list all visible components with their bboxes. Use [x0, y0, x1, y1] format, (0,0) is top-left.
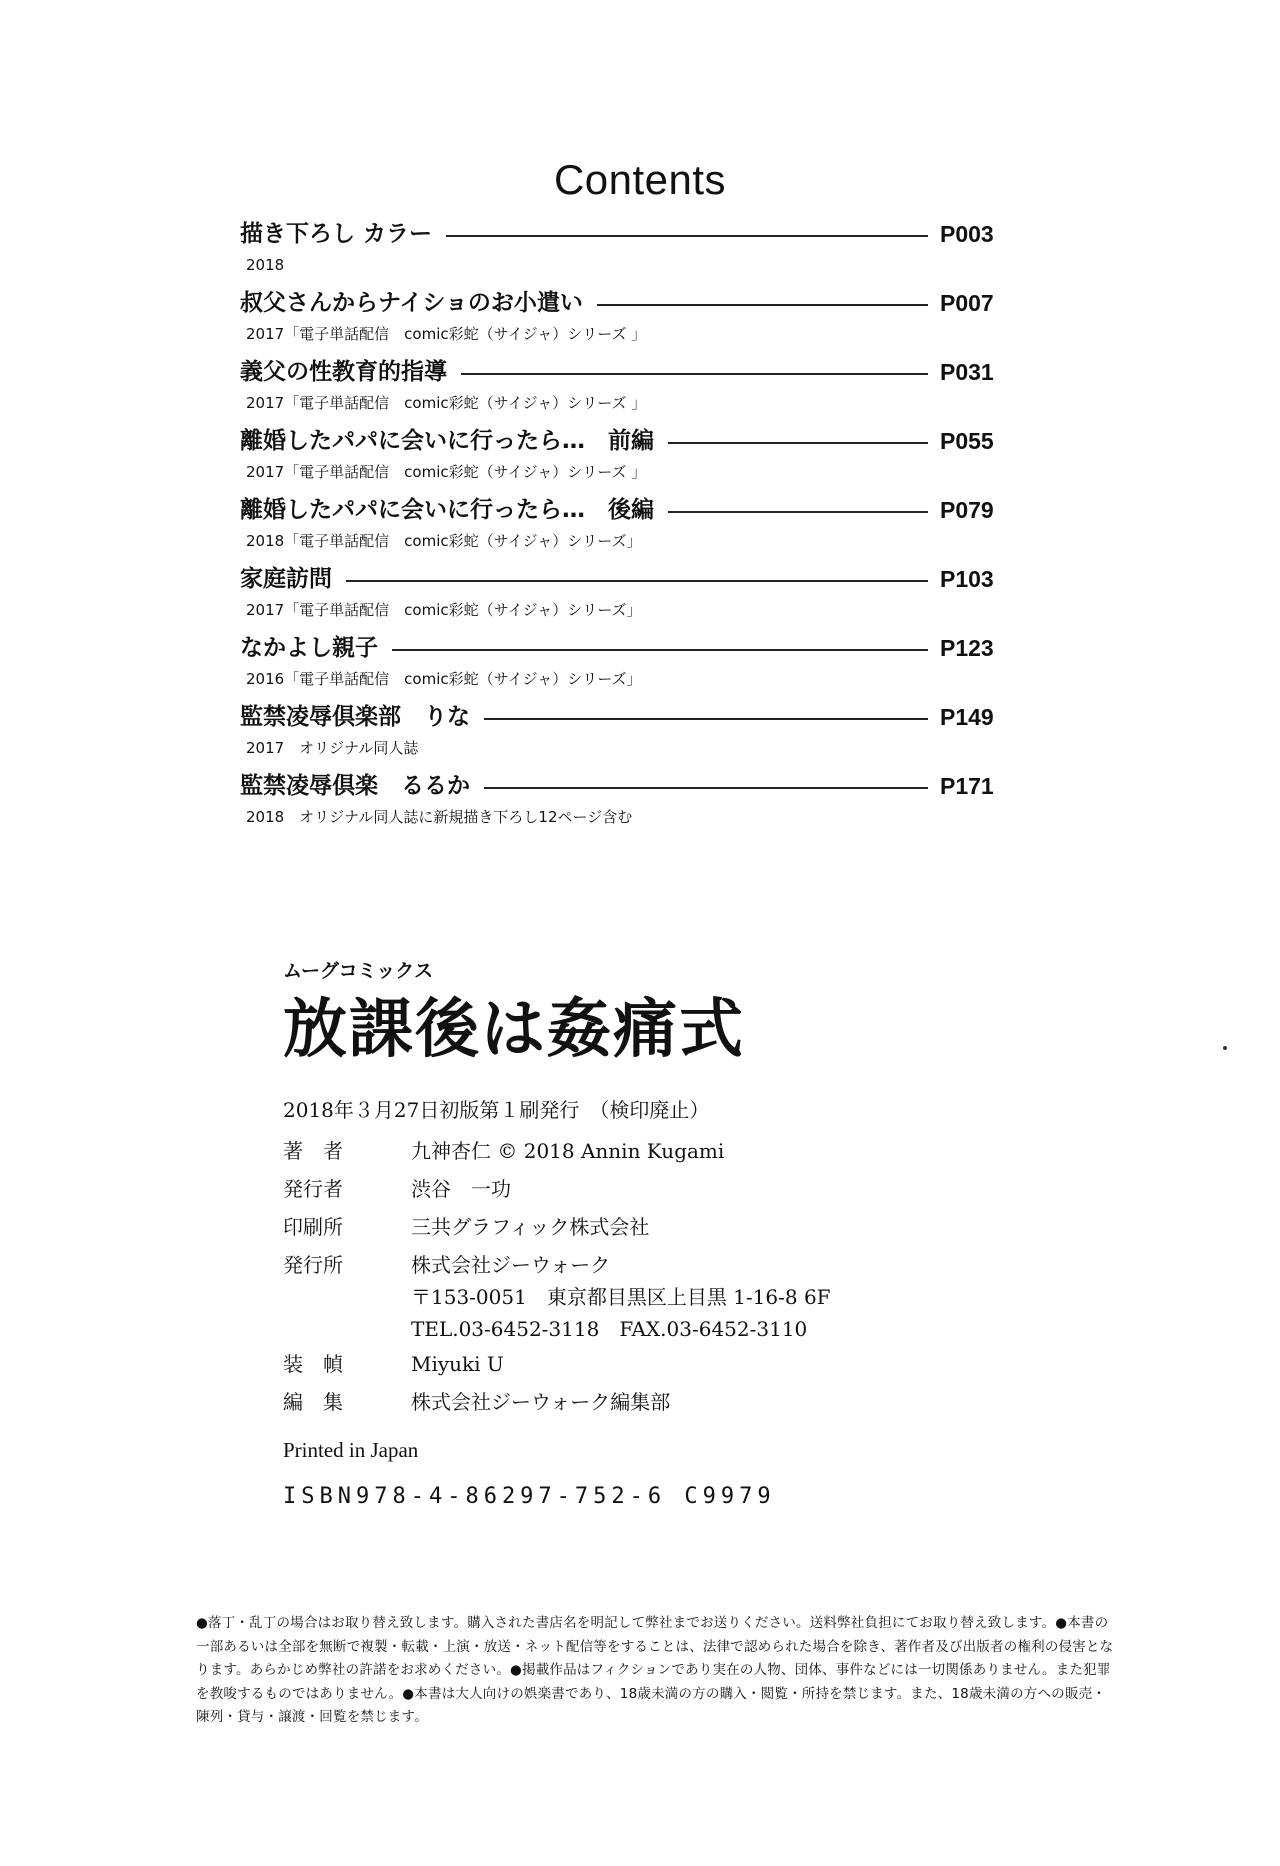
publish-date-line: 2018年３月27日初版第１刷発行 （検印廃止） [283, 1098, 710, 1122]
credit-value: 三共グラフィック株式会社 [411, 1215, 650, 1239]
toc-entry [240, 491, 1020, 560]
toc-source-note: 2017「電子単話配信 comic彩蛇（サイジャ）シリーズ 」 [246, 325, 647, 343]
printed-in: Printed in Japan [283, 1438, 419, 1462]
toc-page-number: P055 [940, 422, 1020, 460]
toc-entry [240, 422, 1020, 491]
toc-line [240, 284, 1020, 322]
toc-line [240, 215, 1020, 253]
credits [283, 1132, 1043, 1421]
isbn: ISBN978-4-86297-752-6 C9979 [283, 1484, 776, 1509]
colophon [283, 958, 1043, 1513]
toc-title: 監禁凌辱倶楽 るるか [240, 767, 484, 805]
toc-page-number: P123 [940, 629, 1020, 667]
toc-title: 叔父さんからナイショのお小遣い [240, 284, 597, 322]
credit-publisher-person [283, 1170, 1043, 1208]
toc-title: なかよし親子 [240, 629, 392, 667]
toc-entry [240, 215, 1020, 284]
book-title: 放課後は姦痛式 [283, 993, 745, 1067]
toc-source-note: 2017 オリジナル同人誌 [246, 739, 419, 757]
credit-label: 発行所 [283, 1253, 343, 1277]
credit-label: 印刷所 [283, 1215, 343, 1239]
toc-page-number: P031 [940, 353, 1020, 391]
toc-title: 義父の性教育的指導 [240, 353, 461, 391]
toc-line [240, 629, 1020, 667]
publisher-name: 株式会社ジーウォーク [411, 1253, 611, 1277]
imprint-label: ムーグコミックス [283, 960, 434, 982]
toc-source-note: 2017「電子単話配信 comic彩蛇（サイジャ）シリーズ 」 [246, 394, 647, 412]
toc-title: 離婚したパパに会いに行ったら… 前編 [240, 422, 668, 460]
toc-page-number: P103 [940, 560, 1020, 598]
table-of-contents [240, 215, 1020, 836]
toc-entry [240, 698, 1020, 767]
toc-entry [240, 353, 1020, 422]
toc-line [240, 767, 1020, 805]
contents-title: Contents [553, 156, 727, 204]
credit-label: 編集 [283, 1390, 363, 1414]
credit-design [283, 1345, 1043, 1383]
credit-value: 渋谷 一功 [411, 1177, 511, 1201]
publisher-phone: TEL.03-6452-3118 FAX.03-6452-3110 [411, 1317, 808, 1341]
credit-editing [283, 1383, 1043, 1421]
toc-title: 描き下ろし カラー [240, 215, 446, 253]
toc-title: 離婚したパパに会いに行ったら… 後編 [240, 491, 668, 529]
credit-author [283, 1132, 1043, 1170]
toc-line [240, 353, 1020, 391]
publisher-address-block [411, 1246, 831, 1345]
credit-value: 株式会社ジーウォーク編集部 [411, 1390, 671, 1414]
toc-line [240, 698, 1020, 736]
toc-source-note: 2017「電子単話配信 comic彩蛇（サイジャ）シリーズ 」 [246, 463, 647, 481]
publisher-address: 〒153-0051 東京都目黒区上目黒 1-16-8 6F [411, 1285, 831, 1309]
toc-title: 監禁凌辱倶楽部 りな [240, 698, 484, 736]
toc-entry [240, 560, 1020, 629]
toc-entry [240, 284, 1020, 353]
credit-label: 装幀 [283, 1352, 363, 1376]
credit-value: Miyuki U [411, 1352, 504, 1376]
credit-publisher-company [283, 1246, 1043, 1345]
toc-title: 家庭訪問 [240, 560, 346, 598]
toc-source-note: 2016「電子単話配信 comic彩蛇（サイジャ）シリーズ」 [246, 670, 642, 688]
toc-page-number: P079 [940, 491, 1020, 529]
toc-page-number: P171 [940, 767, 1020, 805]
toc-source-note: 2017「電子単話配信 comic彩蛇（サイジャ）シリーズ」 [246, 601, 642, 619]
toc-page-number: P007 [940, 284, 1020, 322]
toc-page-number: P149 [940, 698, 1020, 736]
toc-entry [240, 629, 1020, 698]
toc-line [240, 491, 1020, 529]
toc-source-note: 2018 [246, 256, 285, 274]
toc-entry [240, 767, 1020, 836]
credit-label: 発行者 [283, 1177, 343, 1201]
credit-value: 九神杏仁 © 2018 Annin Kugami [411, 1139, 725, 1163]
toc-line [240, 422, 1020, 460]
toc-line [240, 560, 1020, 598]
legal-notice: ●落丁・乱丁の場合はお取り替え致します。購入された書店名を明記して弊社までお送りください。送料弊社負担にてお取り替え致します。●本書の一部あるいは全部を無断で複製・転載・上演・放送・ネット配信等をすることは、法律で認められた場合を除き、著作者及び出版者の権利の侵害となります。あらかじめ弊社の許諾をお求めください。●掲載作品はフィクションであり実在の人物、団体、事件などには一切関係ありません。また犯罪を教唆するものではありません。●本書は大人向けの娯楽書であり、18歳未満の方の購入・閲覧・所持を禁じます。また、18歳未満の方への販売・陳列・貸与・譲渡・回覧を禁じます。 [196, 1615, 1114, 1725]
toc-page-number: P003 [940, 215, 1020, 253]
toc-source-note: 2018 オリジナル同人誌に新規描き下ろし12ページ含む [246, 808, 633, 826]
credit-label: 著者 [283, 1139, 363, 1163]
credit-printer [283, 1208, 1043, 1246]
toc-source-note: 2018「電子単話配信 comic彩蛇（サイジャ）シリーズ」 [246, 532, 642, 550]
scan-speck [1223, 1046, 1227, 1050]
